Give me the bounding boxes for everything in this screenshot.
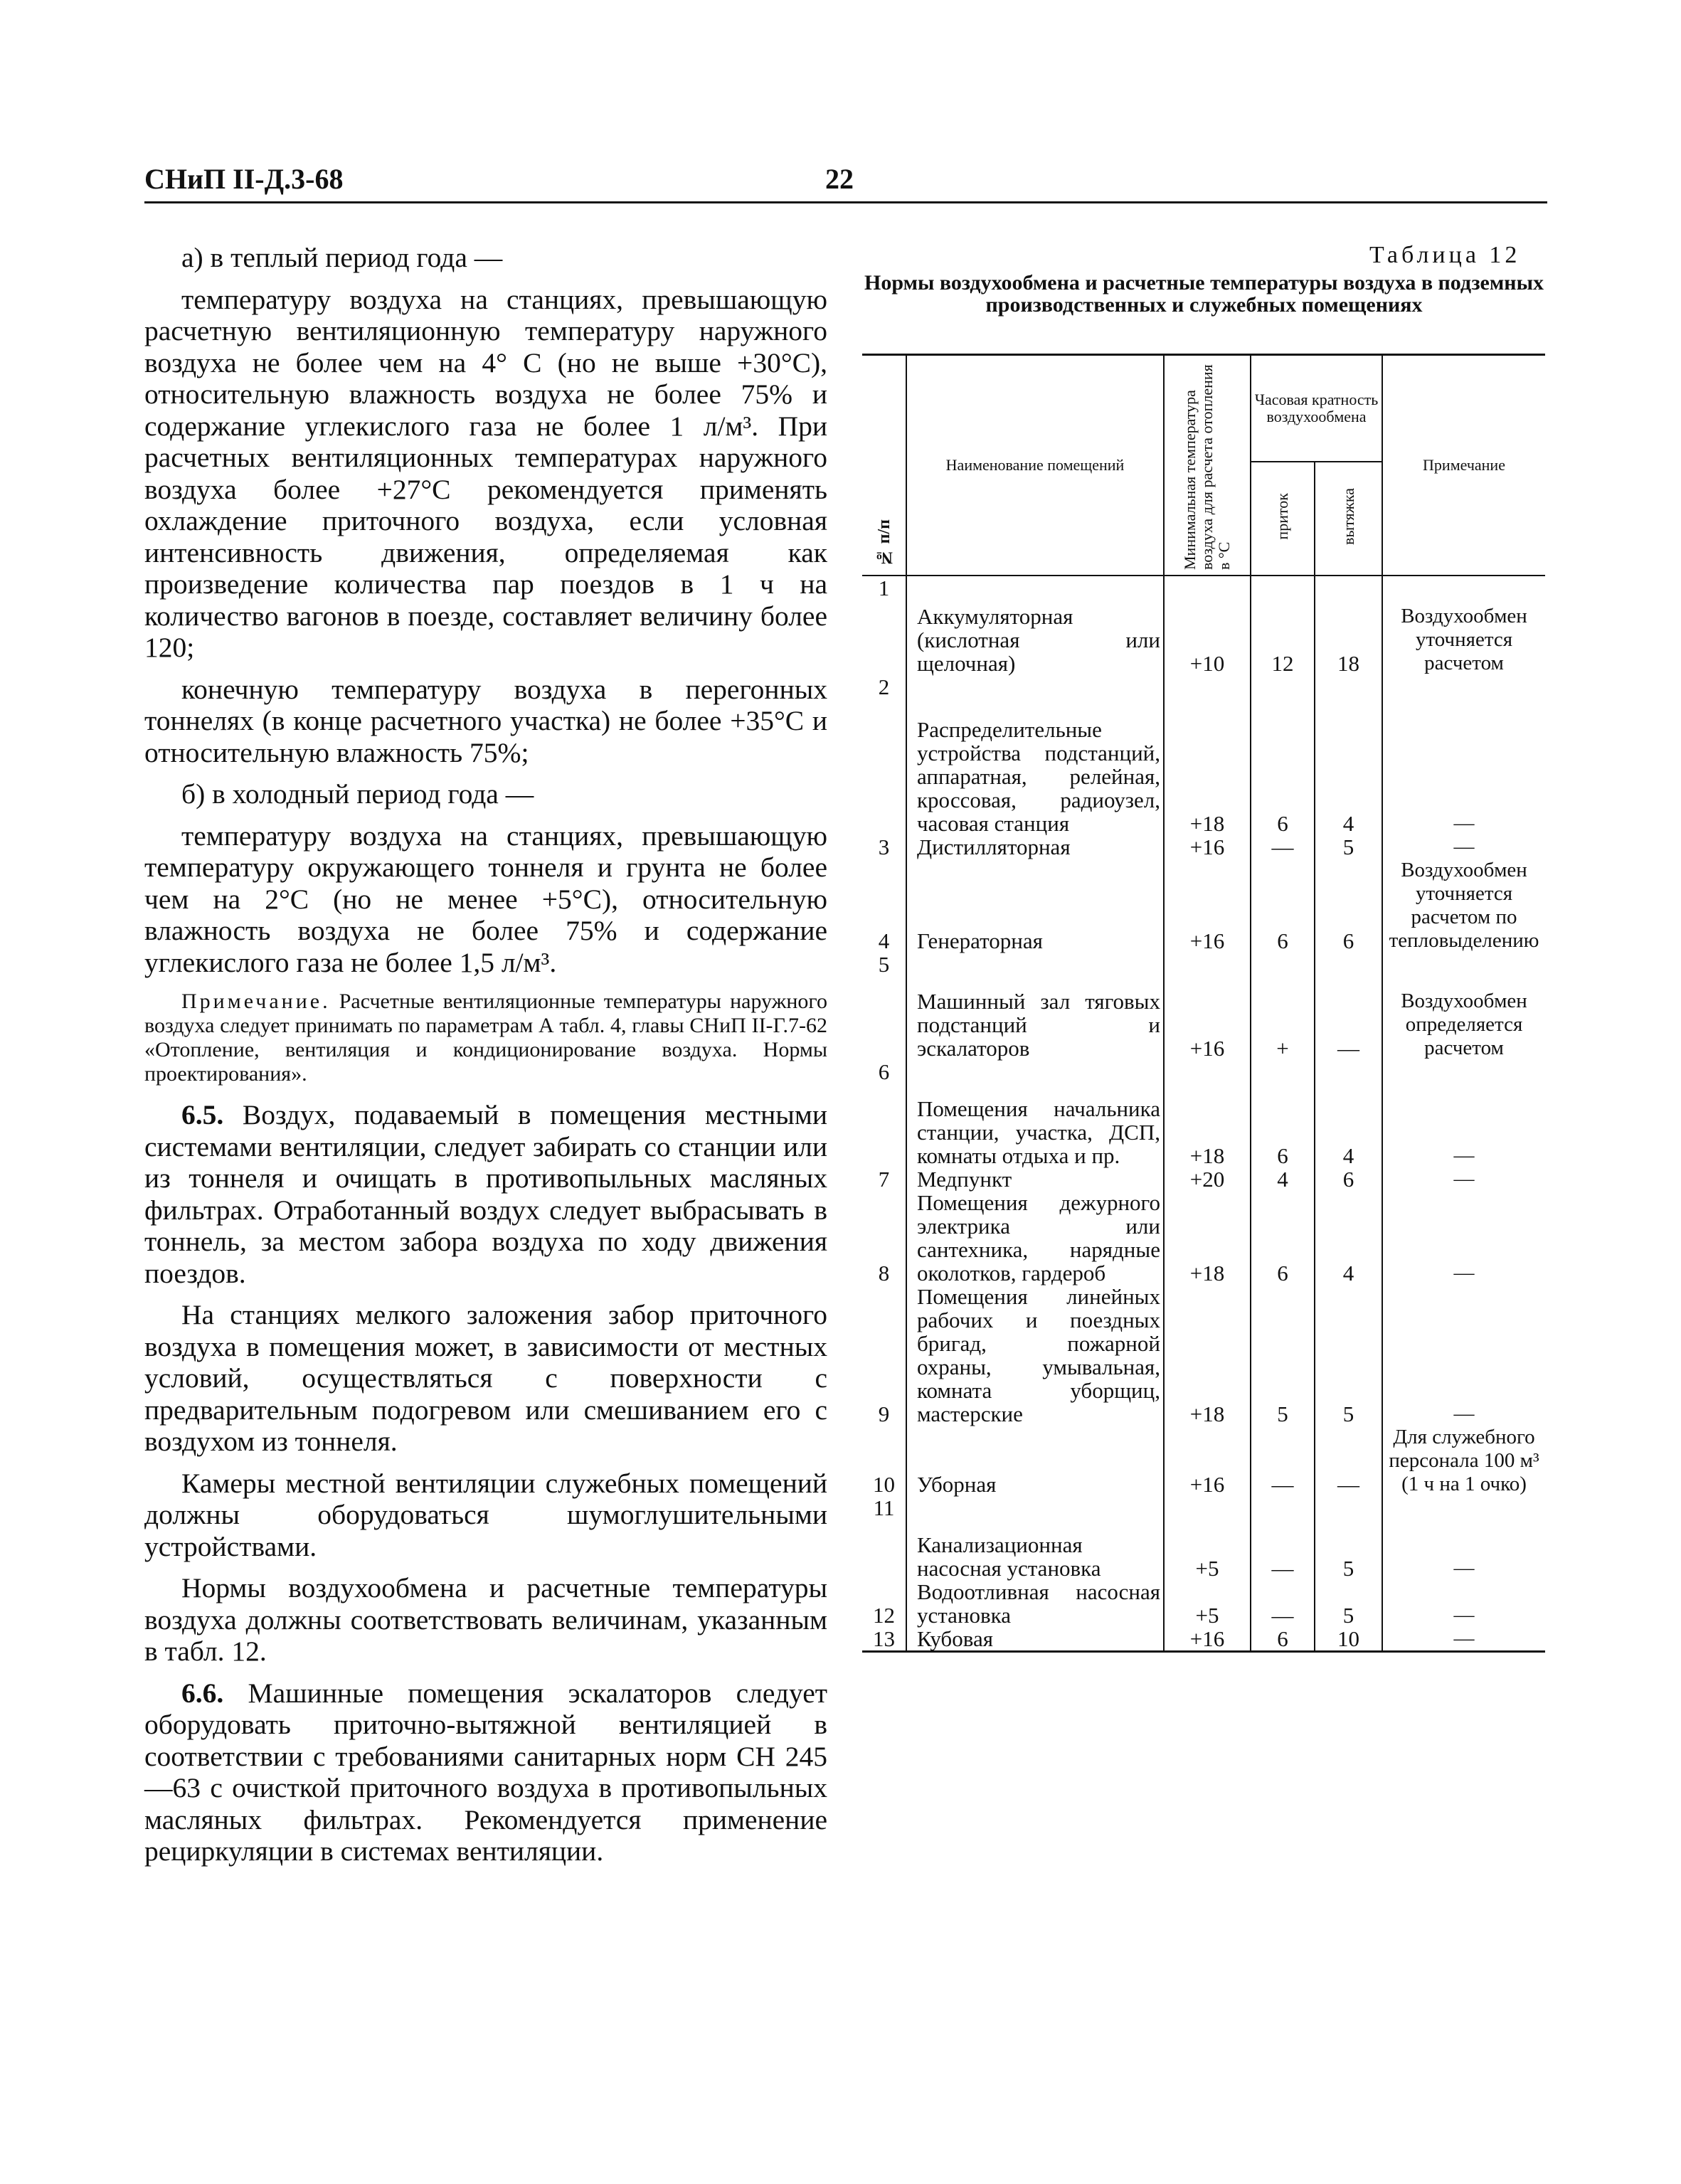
exchange-exhaust: 5 — [1315, 1580, 1382, 1627]
room-name: Помещения линейных рабочих и поездных бригад, пожарной охраны, умывальная, комната уборщиц, мастерские — [906, 1285, 1164, 1426]
table-row — [862, 1285, 1545, 1426]
exchange-supply: 6 — [1251, 1060, 1315, 1167]
room-name: Аккумуляторная (кислотная или щелочная) — [906, 576, 1164, 675]
row-number: 11 — [873, 1495, 895, 1520]
table-row — [862, 1060, 1545, 1167]
min-temperature: +5 — [1164, 1580, 1251, 1627]
min-temperature: +18 — [1164, 1191, 1251, 1285]
header-rule — [144, 201, 1547, 203]
remark: — — [1382, 1060, 1545, 1167]
min-temperature: +20 — [1164, 1167, 1251, 1191]
row-number: 5 — [878, 951, 890, 977]
remark: Для служебного персонала 100 м³ (1 ч на 1 очко) — [1382, 1426, 1545, 1496]
paragraph-warm-period: а) в теплый период года — — [181, 242, 503, 273]
room-name: Помещения начальника станции, участка, ДСП, комнаты отдыха и пр. — [906, 1060, 1164, 1167]
paragraph-station-temp-warm: температуру воздуха на станциях, превышающую расчетную вентиляционную температуру наружного воздуха не более чем на 4° С (но не выше +30°С), относительную влажность воздуха не более 75% и содержание углекислого газа не более 1 л/м³. При расчетных вентиляционных температурах наружного воздуха более +27°С рекомендуется применять охлаждение приточного воздуха, если условная интенсивность движения, определяемая как произведение количества пар поездов в 1 ч на количество вагонов в поезде, составляет величину более 120; — [144, 283, 827, 663]
table-row — [862, 576, 1545, 675]
remark: Воздухообмен уточняется расчетом — [1382, 576, 1545, 675]
table-row — [862, 1627, 1545, 1652]
remark: — — [1382, 675, 1545, 835]
exchange-supply: + — [1251, 953, 1315, 1060]
row-number: 9 — [878, 1401, 890, 1426]
paragraph-table-reference: Нормы воздухообмена и расчетные температуры воздуха должны соответствовать величинам, указанным в табл. 12. — [144, 1572, 827, 1667]
room-name: Распределительные устройства подстанций, аппаратная, релейная, кроссовая, радиоузел, часовая станция — [906, 675, 1164, 835]
table-row — [862, 835, 1545, 859]
exchange-exhaust: — — [1315, 1426, 1382, 1496]
exchange-supply: 6 — [1251, 1191, 1315, 1285]
room-name: Генераторная — [906, 859, 1164, 953]
remark: Воздухообмен определяется расчетом — [1382, 953, 1545, 1060]
min-temperature: +16 — [1164, 953, 1251, 1060]
exchange-exhaust: — — [1315, 953, 1382, 1060]
row-number: 8 — [878, 1260, 890, 1286]
section-6-6-text: Машинные помещения эскалаторов следует оборудовать приточно-вытяжной вентиляцией в соответствии с требованиями санитарных норм СН 245—63 с очисткой приточного воздуха в противопыльных масляных фильтрах. Рекомендуется применение рециркуляции в системах вентиляции. — [144, 1677, 827, 1867]
min-temperature: +16 — [1164, 835, 1251, 859]
exchange-supply: 12 — [1251, 576, 1315, 675]
exchange-exhaust: 4 — [1315, 1191, 1382, 1285]
exchange-exhaust: 18 — [1315, 576, 1382, 675]
row-number: 7 — [878, 1166, 890, 1192]
exchange-exhaust: 10 — [1315, 1627, 1382, 1652]
paragraph-cold-period: б) в холодный период года — — [181, 778, 534, 810]
table-row — [862, 1580, 1545, 1627]
min-temperature: +16 — [1164, 1426, 1251, 1496]
paragraph-station-temp-cold: температуру воздуха на станциях, превышающую температуру окружающего тоннеля и грунта не более чем на 2°С (но не менее +5°С), относительную влажность воздуха не более 75% и содержание углекислого газа не более 1,5 л/м³. — [144, 820, 827, 978]
room-name: Водоотливная насосная установка — [906, 1580, 1164, 1627]
paragraph-noise-mufflers: Камеры местной вентиляции служебных помещений должны оборудоваться шумоглушительными устройствами. — [144, 1467, 827, 1562]
exchange-exhaust: 4 — [1315, 1060, 1382, 1167]
page-number: 22 — [825, 163, 854, 195]
remark: — — [1382, 1496, 1545, 1580]
table-row — [862, 675, 1545, 835]
remark: — — [1382, 835, 1545, 859]
exchange-supply: — — [1251, 835, 1315, 859]
ventilation-norms-table — [862, 354, 1545, 1653]
remark: — — [1382, 1191, 1545, 1285]
table-row — [862, 1167, 1545, 1191]
header-name: Наименование помещений — [906, 355, 1164, 576]
remark: — — [1382, 1627, 1545, 1652]
exchange-exhaust: 6 — [1315, 1167, 1382, 1191]
row-number: 13 — [862, 1627, 906, 1652]
remark: — — [1382, 1167, 1545, 1191]
table-row — [862, 1191, 1545, 1285]
row-number: 6 — [878, 1059, 890, 1084]
exchange-supply: 6 — [1251, 859, 1315, 953]
paragraph-shallow-stations: На станциях мелкого заложения забор приточного воздуха в помещения может, в зависимости от местных условий, осуществляться с поверхности с предварительным подогревом или смешиванием его с воздухом из тоннеля. — [144, 1299, 827, 1457]
row-number: 2 — [878, 674, 890, 699]
remark: Воздухообмен уточняется расчетом по тепловыделению — [1382, 859, 1545, 953]
room-name: Помещения дежурного электрика или сантехника, нарядные околотков, гардероб — [906, 1191, 1164, 1285]
row-number: 4 — [878, 928, 890, 953]
header-temp: Минимальная температура воздуха для расчета отопления в °С — [1164, 355, 1251, 576]
document-code: СНиП II-Д.3-68 — [144, 163, 344, 195]
table-caption: Таблица 12 — [1369, 242, 1521, 268]
table-row — [862, 953, 1545, 1060]
row-number: 10 — [873, 1471, 895, 1497]
room-name: Уборная — [906, 1426, 1164, 1496]
min-temperature: +16 — [1164, 859, 1251, 953]
header-note: Примечание — [1382, 355, 1545, 576]
min-temperature: +16 — [1164, 1627, 1251, 1652]
header-exhaust: вытяжка — [1315, 462, 1382, 576]
section-6-5 — [144, 1099, 827, 1289]
remark: — — [1382, 1580, 1545, 1627]
table-row — [862, 1426, 1545, 1496]
min-temperature: +10 — [1164, 576, 1251, 675]
exchange-exhaust: 4 — [1315, 675, 1382, 835]
header-exchange: Часовая кратность воздухообмена — [1251, 355, 1382, 462]
room-name: Машинный зал тяговых подстанций и эскалаторов — [906, 953, 1164, 1060]
min-temperature: +5 — [1164, 1496, 1251, 1580]
exchange-supply: 5 — [1251, 1285, 1315, 1426]
section-6-6-number: 6.6. — [181, 1677, 224, 1709]
note-text: Расчетные вентиляционные температуры наружного воздуха следует принимать по параметрам А табл. 4, главы СНиП II-Г.7-62 «Отопление, вентиляция и кондиционирование воздуха. Нормы проектирования». — [144, 990, 827, 1086]
exchange-exhaust: 6 — [1315, 859, 1382, 953]
exchange-exhaust: 5 — [1315, 1285, 1382, 1426]
table-row — [862, 1496, 1545, 1580]
header-num: № п/п — [862, 355, 906, 576]
min-temperature: +18 — [1164, 1060, 1251, 1167]
left-column-text — [144, 242, 827, 1877]
exchange-supply: 6 — [1251, 1627, 1315, 1652]
exchange-exhaust: 5 — [1315, 1496, 1382, 1580]
exchange-supply: — — [1251, 1580, 1315, 1627]
paragraph-tunnel-temp: конечную температуру воздуха в перегонных тоннелях (в конце расчетного участка) не более +35°С и относительную влажность 75%; — [144, 673, 827, 768]
room-name: Медпункт — [906, 1167, 1164, 1191]
section-6-5-number: 6.5. — [181, 1099, 224, 1130]
note — [144, 990, 827, 1086]
note-label: Примечание. — [181, 990, 331, 1013]
row-number: 3 — [878, 834, 890, 859]
room-name: Кубовая — [906, 1627, 1164, 1652]
exchange-exhaust: 5 — [1315, 835, 1382, 859]
min-temperature: +18 — [1164, 675, 1251, 835]
remark: — — [1382, 1285, 1545, 1426]
header-supply: приток — [1251, 462, 1315, 576]
section-6-5-text: Воздух, подаваемый в помещения местными системами вентиляции, следует забирать со станции или из тоннеля и очищать в противопыльных масляных фильтрах. Отработанный воздух следует выбрасывать в тоннель, за местом забора воздуха по ходу движения поездов. — [144, 1099, 827, 1289]
row-number: 1 — [878, 575, 890, 600]
room-name: Канализационная насосная установка — [906, 1496, 1164, 1580]
exchange-supply: 4 — [1251, 1167, 1315, 1191]
exchange-supply: — — [1251, 1426, 1315, 1496]
min-temperature: +18 — [1164, 1285, 1251, 1426]
row-number: 12 — [873, 1602, 895, 1628]
exchange-supply: — — [1251, 1496, 1315, 1580]
table-row — [862, 859, 1545, 953]
section-6-6 — [144, 1677, 827, 1867]
table-title: Нормы воздухообмена и расчетные температуры воздуха в подземных производственных и служебных помещениях — [864, 271, 1544, 317]
room-name: Дистилляторная — [906, 835, 1164, 859]
exchange-supply: 6 — [1251, 675, 1315, 835]
